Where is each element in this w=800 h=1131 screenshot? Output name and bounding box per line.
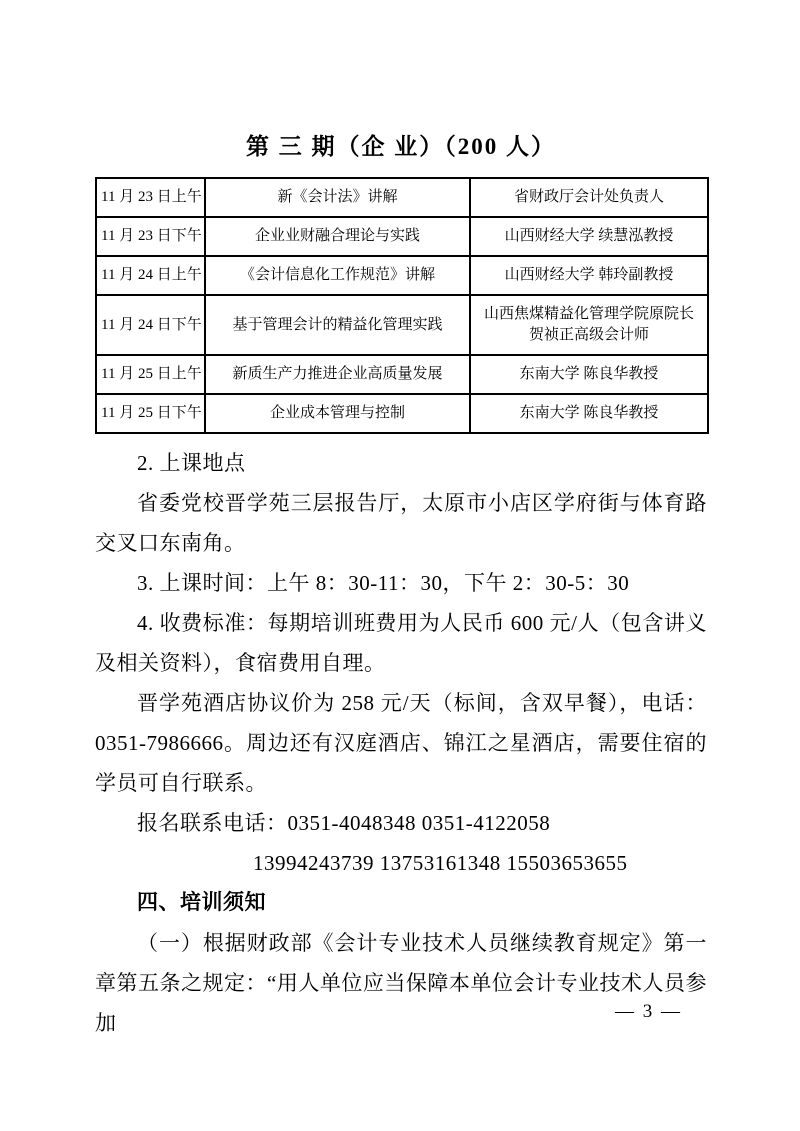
session-time: 11 月 23 日上午: [96, 178, 205, 217]
table-row: [96, 394, 708, 433]
session-time: 11 月 23 日下午: [96, 217, 205, 256]
section-heading-training-notice: 四、培训须知: [137, 891, 266, 914]
session-topic: 新质生产力推进企业高质量发展: [205, 355, 470, 394]
session-topic: 基于管理会计的精益化管理实践: [205, 295, 470, 355]
table-row: [96, 178, 708, 217]
session-time: 11 月 24 日上午: [96, 256, 205, 295]
session-topic: 企业成本管理与控制: [205, 394, 470, 433]
location-paragraph: 省委党校晋学苑三层报告厅，太原市小店区学府街与体育路交叉口东南角。: [95, 491, 707, 555]
class-time-paragraph: 3. 上课时间：上午 8：30-11：30，下午 2：30-5：30: [137, 571, 630, 595]
body-text: [95, 443, 707, 1043]
table-row: [96, 355, 708, 394]
table-row: [96, 256, 708, 295]
session-speaker: 东南大学 陈良华教授: [470, 394, 708, 433]
session-speaker: 山西焦煤精益化管理学院原院长 贺祯正高级会计师: [470, 295, 708, 355]
schedule-table: [95, 177, 709, 434]
session-speaker: 山西财经大学 续慧泓教授: [470, 217, 708, 256]
session-topic: 《会计信息化工作规范》讲解: [205, 256, 470, 295]
session-speaker: 东南大学 陈良华教授: [470, 355, 708, 394]
location-heading: 2. 上课地点: [137, 451, 246, 475]
table-row: [96, 295, 708, 355]
session-topic: 新《会计法》讲解: [205, 178, 470, 217]
notice-paragraph: （一）根据财政部《会计专业技术人员继续教育规定》第一章第五条之规定：“用人单位应当保障本单位会计专业技术人员参加: [95, 931, 707, 1035]
page-title: 第 三 期（企 业）（200 人）: [246, 134, 556, 159]
session-speaker: 省财政厅会计处负责人: [470, 178, 708, 217]
page-content: [95, 132, 707, 1043]
fee-paragraph: 4. 收费标准：每期培训班费用为人民币 600 元/人（包含讲义及相关资料），食宿费用自理。: [95, 611, 707, 675]
session-time: 11 月 24 日下午: [96, 295, 205, 355]
table-row: [96, 217, 708, 256]
phone-line-2: 13994243739 13753161348 15503653655: [253, 851, 628, 875]
session-time: 11 月 25 日上午: [96, 355, 205, 394]
session-time: 11 月 25 日下午: [96, 394, 205, 433]
session-speaker: 山西财经大学 韩玲副教授: [470, 256, 708, 295]
hotel-paragraph: 晋学苑酒店协议价为 258 元/天（标间，含双早餐），电话：0351-7986666。周边还有汉庭酒店、锦江之星酒店，需要住宿的学员可自行联系。: [95, 691, 707, 795]
session-topic: 企业业财融合理论与实践: [205, 217, 470, 256]
phone-line-1: 报名联系电话：0351-4048348 0351-4122058: [137, 811, 551, 835]
page-number: — 3 —: [615, 1001, 682, 1022]
